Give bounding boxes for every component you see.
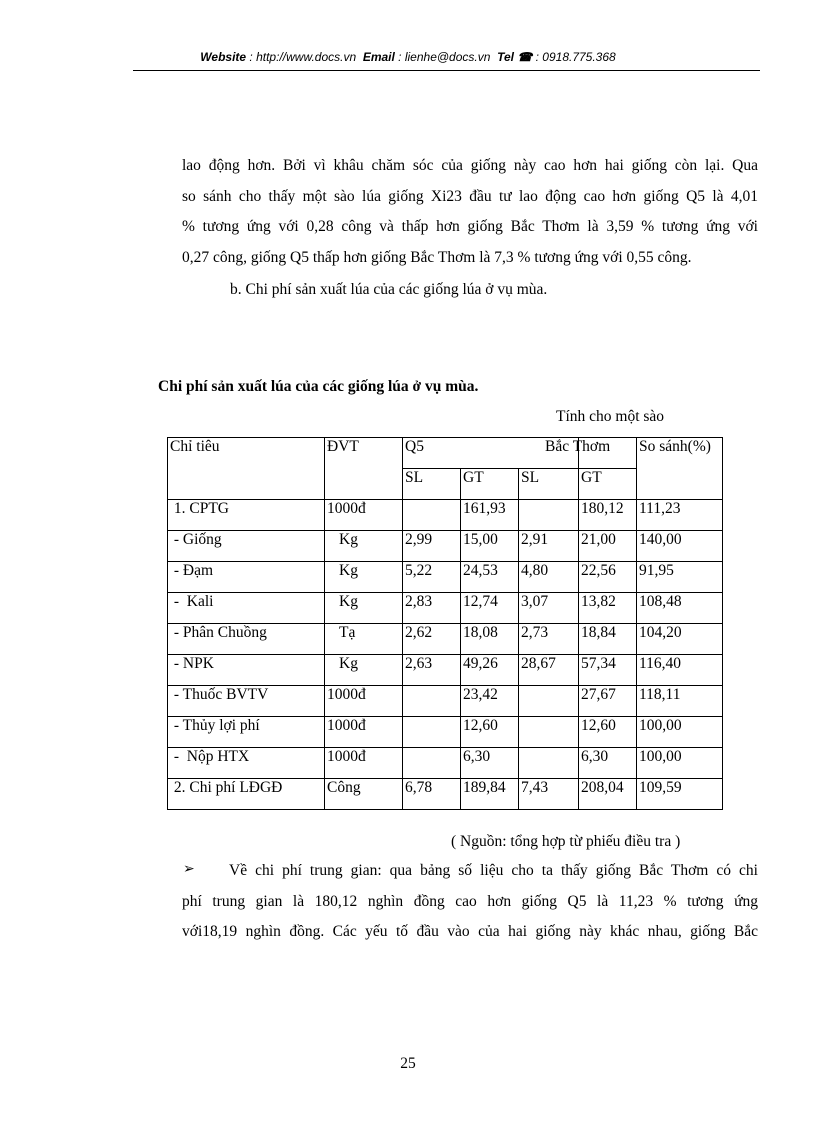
table-cell-q5-sl [403, 748, 461, 779]
source-note: ( Nguồn: tổng hợp từ phiếu điều tra ) [451, 833, 681, 850]
table-cell-bt-gt: 13,82 [579, 593, 637, 624]
table-cell-bt-sl: 2,91 [519, 531, 579, 562]
header-bt-sl: SL [519, 469, 579, 500]
table-cell-q5-sl: 5,22 [403, 562, 461, 593]
table-row [168, 593, 723, 624]
intro-line: so sánh cho thấy một sào lúa giống Xi23 đầu tư lao động cao hơn giống Q5 là 4,01 [182, 187, 758, 205]
phone-icon: ☎ [517, 50, 533, 64]
table-cell-q5-gt: 6,30 [461, 748, 519, 779]
table-cell-q5-sl [403, 686, 461, 717]
table-cell-bt-sl [519, 686, 579, 717]
table-cell-q5-sl: 2,62 [403, 624, 461, 655]
table-cell-q5-gt: 12,60 [461, 717, 519, 748]
table-cell-q5-gt: 24,53 [461, 562, 519, 593]
table-cell-bt-sl: 28,67 [519, 655, 579, 686]
table-cell-unit: 1000đ [325, 748, 403, 779]
tel-value: : 0918.775.368 [535, 50, 616, 64]
header-q5: Q5 [403, 438, 519, 469]
table-cell-cmp: 109,59 [637, 779, 723, 810]
table-cell-q5-gt: 15,00 [461, 531, 519, 562]
table-row [168, 624, 723, 655]
table-cell-q5-gt: 23,42 [461, 686, 519, 717]
table-cell-q5-sl: 6,78 [403, 779, 461, 810]
table-cell-bt-gt: 208,04 [579, 779, 637, 810]
email-label: Email [362, 50, 395, 64]
table-title: Chi phí sản xuất lúa của các giống lúa ở vụ mùa. [158, 378, 479, 395]
table-cell-bt-sl: 7,43 [519, 779, 579, 810]
table-cell-name: - Thủy lợi phí [168, 717, 325, 748]
tel-label: Tel [497, 50, 514, 64]
table-cell-q5-gt: 189,84 [461, 779, 519, 810]
table-cell-bt-sl [519, 748, 579, 779]
table-cell-cmp: 111,23 [637, 500, 723, 531]
table-cell-bt-sl: 2,73 [519, 624, 579, 655]
table-cell-q5-gt: 49,26 [461, 655, 519, 686]
table-cell-bt-sl [519, 717, 579, 748]
table-cell-unit: Kg [325, 531, 403, 562]
table-cell-unit: Tạ [325, 624, 403, 655]
intro-line: lao động hơn. Bởi vì khâu chăm sóc của giống này cao hơn hai giống còn lại. Qua [182, 157, 758, 174]
table-cell-bt-sl [519, 500, 579, 531]
table-cell-q5-gt: 12,74 [461, 593, 519, 624]
table-cell-q5-sl: 2,83 [403, 593, 461, 624]
table-cell-bt-gt: 12,60 [579, 717, 637, 748]
table-row [168, 655, 723, 686]
table-cell-q5-sl: 2,99 [403, 531, 461, 562]
header-unit: ĐVT [325, 438, 403, 500]
table-cell-unit: Kg [325, 655, 403, 686]
table-cell-q5-sl [403, 717, 461, 748]
table-cell-bt-sl: 4,80 [519, 562, 579, 593]
header-bt-gt: GT [579, 469, 637, 500]
table-cell-cmp: 140,00 [637, 531, 723, 562]
header-q5-sl: SL [403, 469, 461, 500]
table-cell-name: - Phân Chuồng [168, 624, 325, 655]
table-cell-name: 1. CPTG [168, 500, 325, 531]
table-cell-unit: 1000đ [325, 500, 403, 531]
table-cell-unit: 1000đ [325, 717, 403, 748]
table-cell-unit: 1000đ [325, 686, 403, 717]
website-value: : http://www.docs.vn [249, 50, 357, 64]
table-cell-bt-gt: 57,34 [579, 655, 637, 686]
table-row [168, 748, 723, 779]
table-row [168, 500, 723, 531]
table-cell-bt-gt: 27,67 [579, 686, 637, 717]
cost-table [167, 437, 723, 810]
table-cell-cmp: 108,48 [637, 593, 723, 624]
table-unit-note: Tính cho một sào [556, 408, 665, 425]
header-rule [133, 70, 760, 71]
table-cell-name: - NPK [168, 655, 325, 686]
table-cell-name: - Thuốc BVTV [168, 686, 325, 717]
table-cell-q5-sl: 2,63 [403, 655, 461, 686]
table-cell-bt-gt: 180,12 [579, 500, 637, 531]
body-line: phí trung gian là 180,12 nghìn đồng cao hơn giống Q5 là 11,23 % tương ứng [182, 892, 758, 910]
table-row [168, 562, 723, 593]
table-cell-name: - Đạm [168, 562, 325, 593]
intro-paragraph [182, 151, 758, 273]
table-cell-cmp: 116,40 [637, 655, 723, 686]
table-cell-name: - Giống [168, 531, 325, 562]
header-compare: So sánh(%) [637, 438, 723, 500]
header-bac-thom: Bắc Thơm [579, 438, 637, 469]
table-cell-bt-gt: 18,84 [579, 624, 637, 655]
table-cell-q5-sl [403, 500, 461, 531]
table-row [168, 717, 723, 748]
table-cell-unit: Công [325, 779, 403, 810]
table-cell-cmp: 118,11 [637, 686, 723, 717]
arrow-bullet-icon: ➢ [183, 862, 195, 877]
table-cell-bt-gt: 6,30 [579, 748, 637, 779]
table-cell-cmp: 91,95 [637, 562, 723, 593]
table-cell-q5-gt: 18,08 [461, 624, 519, 655]
intro-line: % tương ứng với 0,28 công và thấp hơn giống Bắc Thơm là 3,59 % tương ứng với [182, 218, 758, 235]
table-cell-bt-gt: 22,56 [579, 562, 637, 593]
website-label: Website [200, 50, 247, 64]
body-line: với18,19 nghìn đồng. Các yếu tố đầu vào của hai giống này khác nhau, giống Bắc [182, 923, 758, 940]
page-header [0, 50, 816, 64]
intro-line: 0,27 công, giống Q5 thấp hơn giống Bắc Thơm là 7,3 % tương ứng với 0,55 công. [182, 248, 692, 266]
body-paragraph [182, 856, 758, 948]
body-line: Về chi phí trung gian: qua bảng số liệu cho ta thấy giống Bắc Thơm có chi [229, 862, 758, 879]
table-cell-bt-gt: 21,00 [579, 531, 637, 562]
table-cell-unit: Kg [325, 593, 403, 624]
table-cell-name: - Nộp HTX [168, 748, 325, 779]
table-cell-cmp: 100,00 [637, 717, 723, 748]
subheading: b. Chi phí sản xuất lúa của các giống lúa ở vụ mùa. [230, 281, 548, 298]
header-q5-gt: GT [461, 469, 519, 500]
table-row [168, 686, 723, 717]
table-cell-unit: Kg [325, 562, 403, 593]
table-cell-name: - Kali [168, 593, 325, 624]
page-number: 25 [400, 1055, 416, 1072]
table-row [168, 779, 723, 810]
table-row [168, 531, 723, 562]
table-cell-cmp: 100,00 [637, 748, 723, 779]
table-cell-q5-gt: 161,93 [461, 500, 519, 531]
email-value: : lienhe@docs.vn [398, 50, 491, 64]
table-cell-bt-sl: 3,07 [519, 593, 579, 624]
table-cell-cmp: 104,20 [637, 624, 723, 655]
header-indicator: Chỉ tiêu [168, 438, 325, 500]
table-cell-name: 2. Chi phí LĐGĐ [168, 779, 325, 810]
